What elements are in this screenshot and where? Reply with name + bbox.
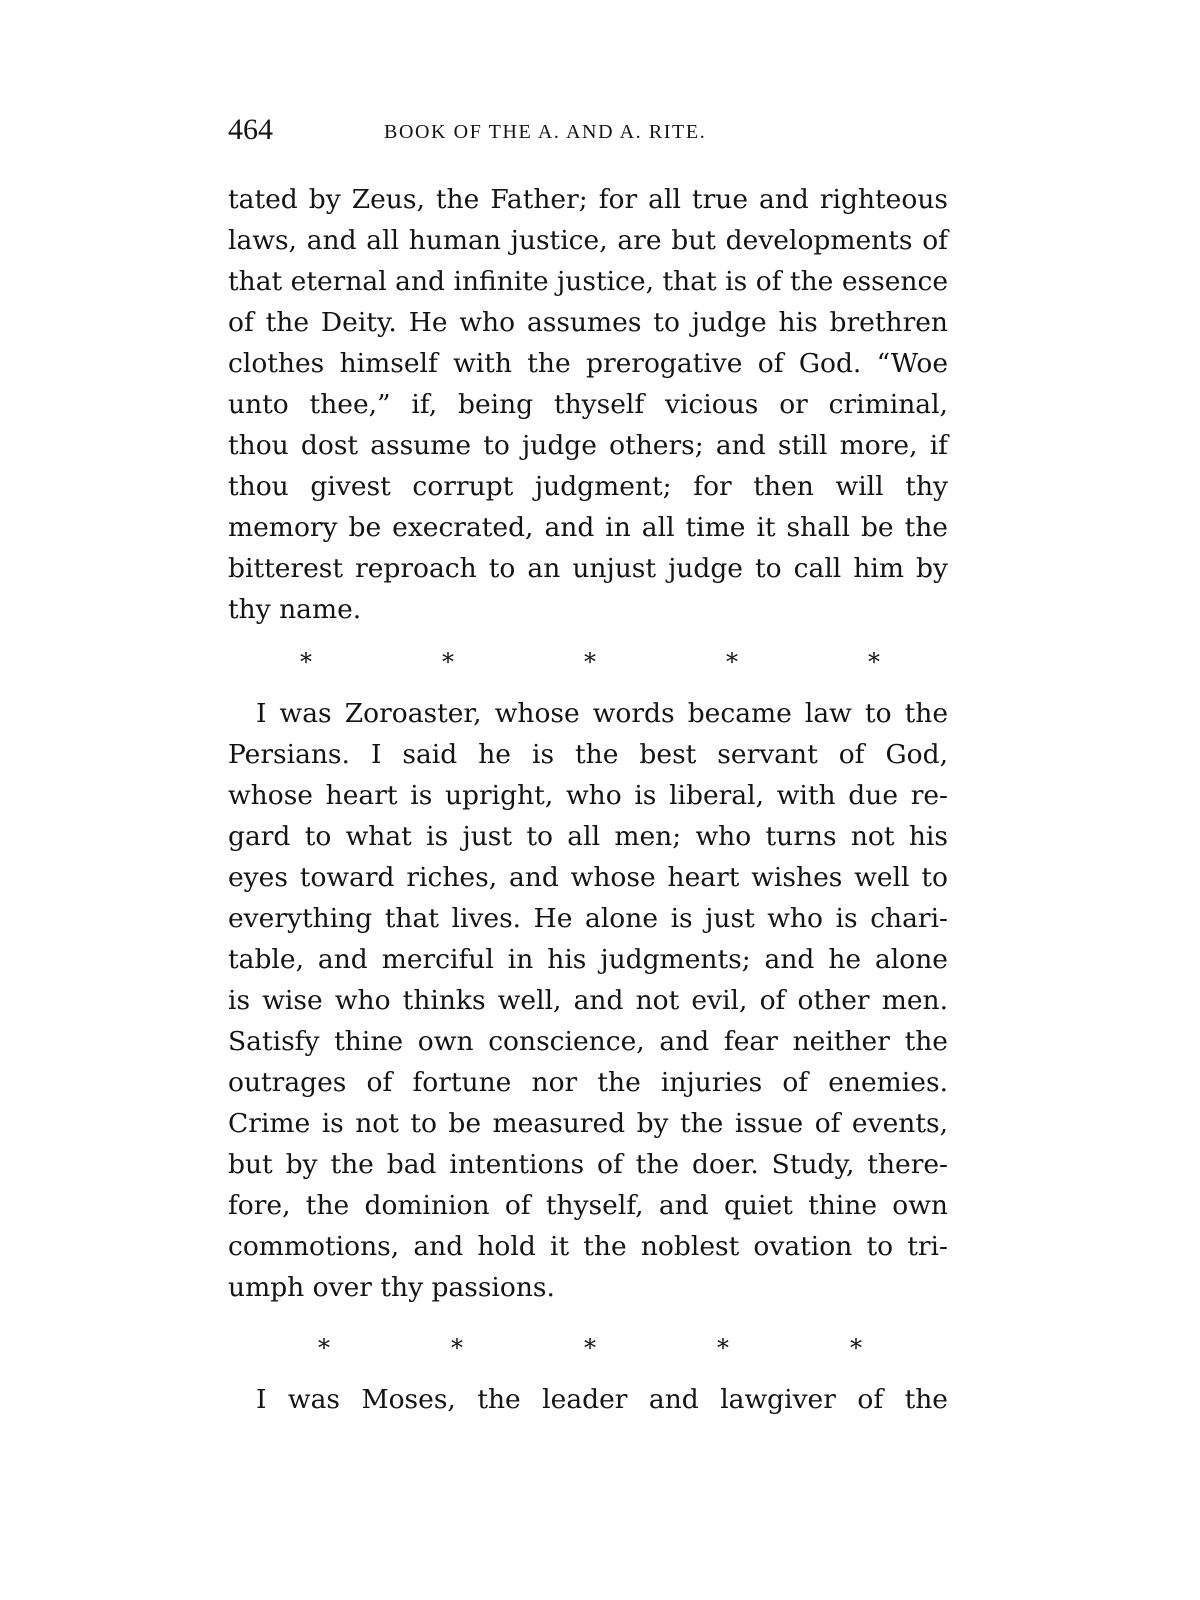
text-line: thou givest corrupt judgment; for then will thy [228, 471, 948, 502]
text-line: Persians. I said he is the best servant of God, [228, 739, 948, 770]
text-line: is wise who thinks well, and not evil, of other men. [228, 985, 948, 1016]
text-line: thy name. [228, 594, 362, 625]
asterisk: * [451, 1334, 463, 1362]
asterisk: * [850, 1334, 862, 1362]
page-header [228, 112, 948, 152]
text-line: whose heart is upright, who is liberal, with due re- [228, 780, 948, 811]
text-line: clothes himself with the prerogative of God. “Woe [228, 348, 948, 379]
text-line: fore, the dominion of thyself, and quiet thine own [228, 1190, 948, 1221]
text-line: Satisfy thine own conscience, and fear neither the [228, 1026, 948, 1057]
text-line: but by the bad intentions of the doer. Study, there- [228, 1149, 948, 1180]
text-line: that eternal and infinite justice, that is of the essence [228, 266, 948, 297]
text-line: everything that lives. He alone is just who is chari- [228, 903, 948, 934]
text-line: outrages of fortune nor the injuries of enemies. [228, 1067, 948, 1098]
text-line: unto thee,” if, being thyself vicious or criminal, [228, 389, 948, 420]
text-line: of the Deity. He who assumes to judge his brethren [228, 307, 948, 338]
text-line: table, and merciful in his judgments; and he alone [228, 944, 948, 975]
asterisk: * [318, 1334, 330, 1362]
asterisk: * [584, 1334, 596, 1362]
page-number: 464 [228, 113, 273, 146]
asterisk: * [442, 648, 454, 676]
text-line: laws, and all human justice, are but developments of [228, 225, 948, 256]
text-line: thou dost assume to judge others; and still more, if [228, 430, 948, 461]
text-line: umph over thy passions. [228, 1272, 555, 1303]
text-line: gard to what is just to all men; who turns not his [228, 821, 948, 852]
asterisk: * [717, 1334, 729, 1362]
section-separator [300, 650, 880, 674]
section-separator [318, 1336, 862, 1360]
text-line: tated by Zeus, the Father; for all true and righteous [228, 184, 948, 215]
text-line: eyes toward riches, and whose heart wishes well to [228, 862, 948, 893]
text-line: I was Moses, the leader and lawgiver of the [256, 1384, 948, 1415]
asterisk: * [300, 648, 312, 676]
running-head: BOOK OF THE A. AND A. RITE. [384, 121, 707, 143]
asterisk: * [726, 648, 738, 676]
asterisk: * [868, 648, 880, 676]
text-line: bitterest reproach to an unjust judge to call him by [228, 553, 948, 584]
text-line: memory be execrated, and in all time it shall be the [228, 512, 948, 543]
text-line: commotions, and hold it the noblest ovation to tri- [228, 1231, 948, 1262]
text-line: Crime is not to be measured by the issue of events, [228, 1108, 948, 1139]
text-line: I was Zoroaster, whose words became law to the [256, 698, 948, 729]
asterisk: * [584, 648, 596, 676]
